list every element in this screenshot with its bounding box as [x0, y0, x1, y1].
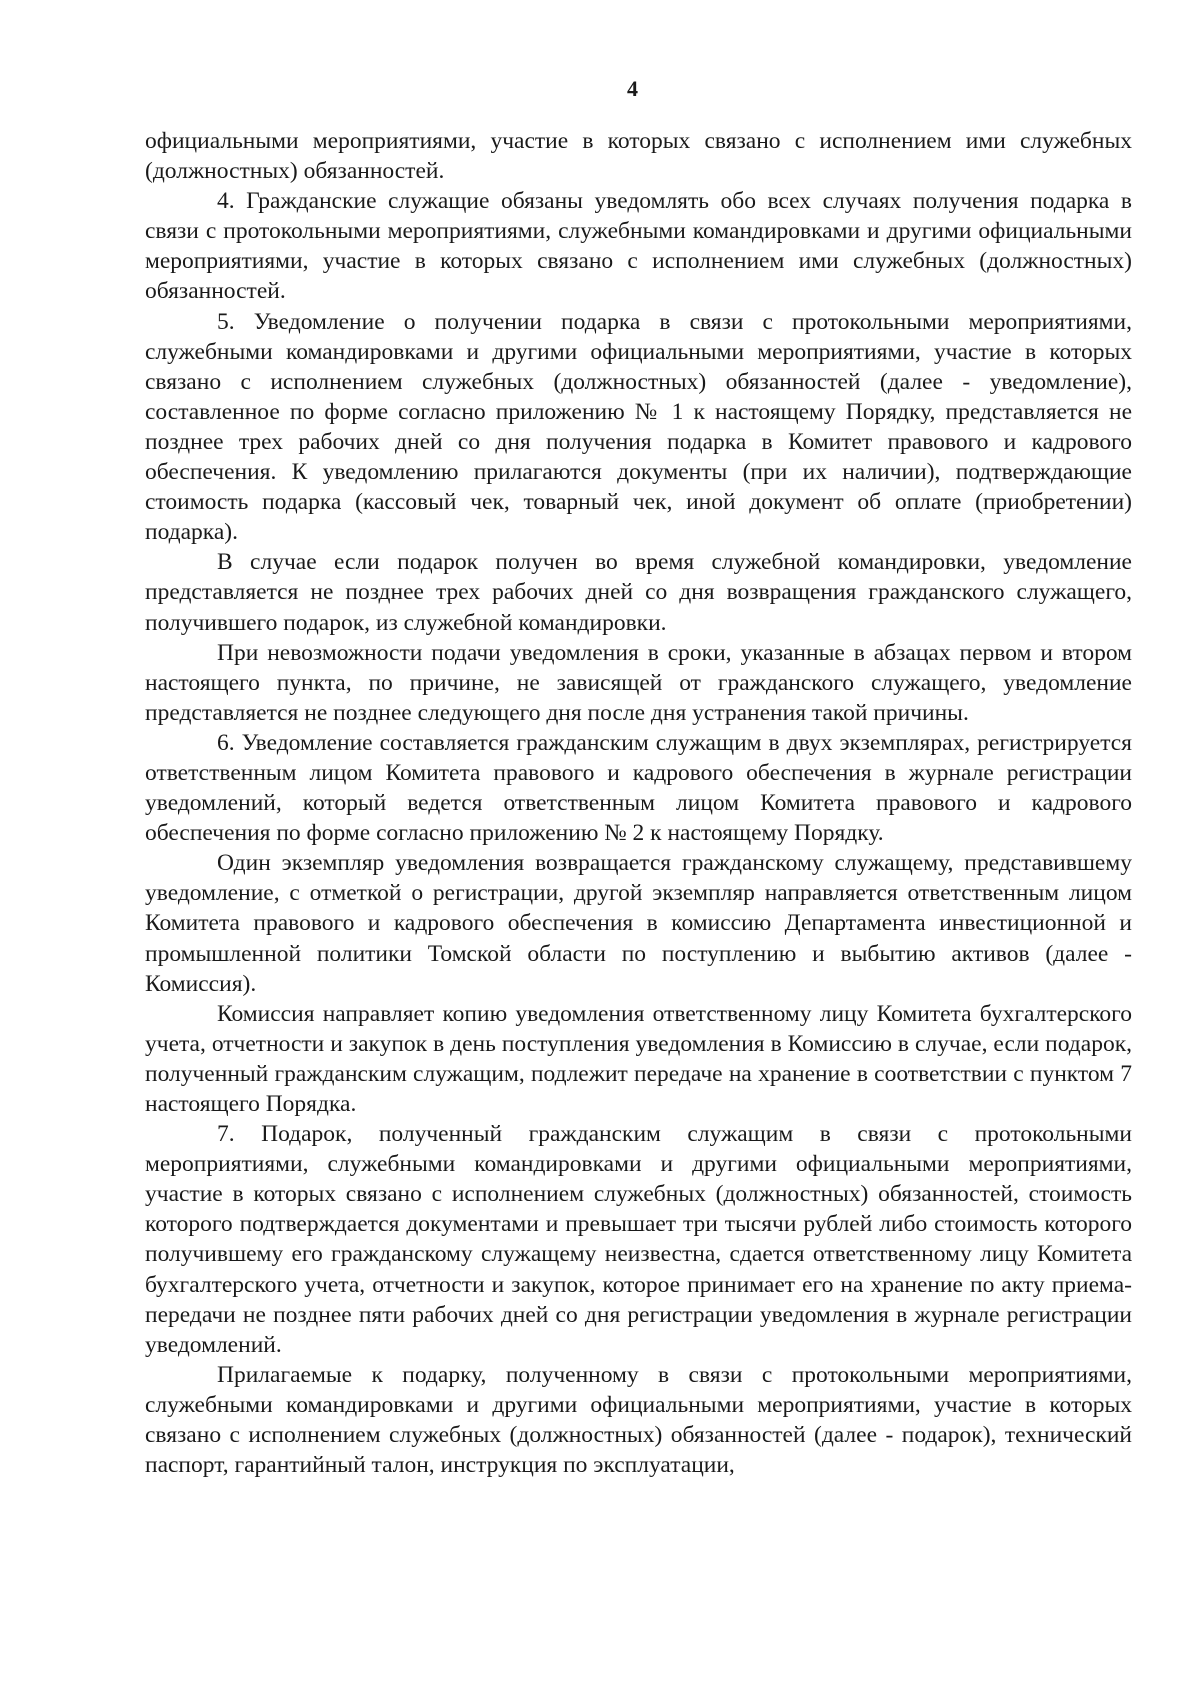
paragraph-item-5-impossibility: При невозможности подачи уведомления в сроки, указанные в абзацах первом и втором настоящего пункта, по причине, не зависящей от гражданского служащего, уведомление представляется не позднее следующего дня после дня устранения такой причины. [145, 639, 1132, 726]
paragraph-item-5-business-trip: В случае если подарок получен во время служебной командировки, уведомление представляется не позднее трех рабочих дней со дня возвращения гражданского служащего, получившего подарок, из служебной командировки. [145, 549, 1132, 636]
paragraph-item-7-attachments: Прилагаемые к подарку, полученному в связи с протокольными мероприятиями, служебными командировками и другими официальными мероприятиями, участие в которых связано с исполнением служебных (должностных) обязанностей (далее - подарок), технический паспорт, гарантийный талон, инструкция по эксплуатации, [145, 1361, 1132, 1479]
paragraph-item-4: 4. Гражданские служащие обязаны уведомлять обо всех случаях получения подарка в связи с протокольными мероприятиями, служебными командировками и другими официальными мероприятиями, участие в которых связано с исполнением ими служебных (должностных) обязанностей. [145, 188, 1132, 305]
paragraph-item-7: 7. Подарок, полученный гражданским служащим в связи с протокольными мероприятиями, служебными командировками и другими официальными мероприятиями, участие в которых связано с исполнением служебных (должностных) обязанностей, стоимость которого подтверждается документами и превышает три тысячи рублей либо стоимость которого получившему его гражданскому служащему неизвестна, сдается ответственному лицу Комитета бухгалтерского учета, отчетности и закупок, которое принимает его на хранение по акту приема-передачи не позднее пяти рабочих дней со дня регистрации уведомления в журнале регистрации уведомлений. [145, 1121, 1132, 1358]
paragraph-item-6-commission: Комиссия направляет копию уведомления ответственному лицу Комитета бухгалтерского учета, отчетности и закупок в день поступления уведомления в Комиссию в случае, если подарок, полученный гражданским служащим, подлежит передаче на хранение в соответствии с пунктом 7 настоящего Порядка. [145, 1000, 1132, 1117]
paragraph-continuation: официальными мероприятиями, участие в которых связано с исполнением ими служебных (должностных) обязанностей. [145, 128, 1132, 185]
paragraph-item-5: 5. Уведомление о получении подарка в связи с протокольными мероприятиями, служебными командировками и другими официальными мероприятиями, участие в которых связано с исполнением служебных (должностных) обязанностей (далее - уведомление), составленное по форме согласно приложению № 1 к настоящему Порядку, представляется не позднее трех рабочих дней со дня получения подарка в Комитет правового и кадрового обеспечения. К уведомлению прилагаются документы (при их наличии), подтверждающие стоимость подарка (кассовый чек, товарный чек, иной документ об оплате (приобретении) подарка). [145, 308, 1132, 546]
page-number: 4 [627, 76, 638, 101]
document-body [145, 126, 1132, 1480]
paragraph-item-6-copies: Один экземпляр уведомления возвращается гражданскому служащему, представившему уведомление, с отметкой о регистрации, другой экземпляр направляется ответственным лицом Комитета правового и кадрового обеспечения в комиссию Департамента инвестиционной и промышленной политики Томской области по поступлению и выбытию активов (далее - Комиссия). [145, 850, 1132, 997]
paragraph-item-6: 6. Уведомление составляется гражданским служащим в двух экземплярах, регистрируется ответственным лицом Комитета правового и кадрового обеспечения в журнале регистрации уведомлений, который ведется ответственным лицом Комитета правового и кадрового обеспечения по форме согласно приложению № 2 к настоящему Порядку. [145, 729, 1132, 847]
